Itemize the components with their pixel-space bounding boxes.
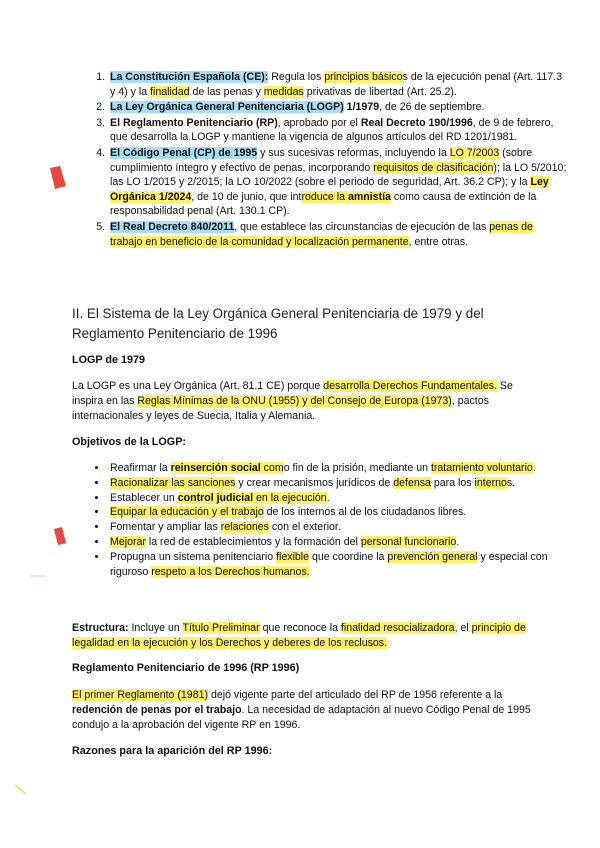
- text-run: penas de trabajo en beneficio de la comunidad y localización permanente: [110, 220, 533, 248]
- text-run: Estructura:: [72, 622, 129, 634]
- text-run: reinserción social: [170, 462, 261, 474]
- list-item: [108, 535, 570, 550]
- text-run: roduce la: [301, 190, 348, 203]
- text-run: Establecer un: [110, 491, 178, 504]
- rp-paragraph: [72, 688, 534, 733]
- list-item: [108, 100, 568, 115]
- text-run: privativas de libertad (Art. 25.2).: [303, 85, 457, 98]
- text-run: desarrolla Derechos Fundamentales.: [323, 380, 497, 392]
- text-run: , el: [454, 622, 472, 634]
- text-run: prevención general: [387, 550, 478, 563]
- text-run: s.: [506, 476, 516, 489]
- text-run: .: [326, 491, 330, 504]
- text-run: interno: [474, 476, 507, 489]
- text-run: finalidad: [150, 85, 190, 98]
- text-run: principios básico: [324, 71, 403, 83]
- text-run: Reglas Mínimas de la ONU (1955) y del Consejo de Europa (1973): [137, 395, 452, 407]
- text-run: Equipar la educación y el trabajo: [110, 506, 264, 519]
- text-run: Título Preliminar: [182, 622, 260, 634]
- list-item: [108, 491, 570, 506]
- text-run: de los internos al de los ciudadanos libres.: [263, 506, 467, 519]
- text-run: en la ejecución: [253, 491, 327, 504]
- list-item: [108, 520, 570, 535]
- text-run: , que establece las circunstancias de ejecución de las: [234, 220, 490, 233]
- text-run: que coordine la: [309, 550, 388, 563]
- text-run: ); la LO 5/2010; las LO 1/2015 y 2/2015; la LO 10/2022 (sobre el periodo de seguridad, Art. 36.2 CP); y la: [110, 161, 567, 189]
- text-run: Regula los: [268, 71, 325, 83]
- legal-sources-list: [72, 70, 568, 250]
- section-title: II. El Sistema de la Ley Orgánica General Penitenciaria de 1979 y del Reglamento Penitenciario de 1996: [72, 306, 484, 341]
- text-run: amnistía: [347, 190, 391, 203]
- list-item: [108, 220, 568, 249]
- text-run: para los: [430, 476, 475, 489]
- text-run: Se inspira en las: [72, 380, 513, 407]
- list-item: [108, 550, 570, 580]
- list-item: [108, 146, 568, 219]
- logp-heading: LOGP de 1979: [72, 354, 146, 366]
- pencil-stroke-mark: [12, 782, 32, 800]
- text-run: Fomentar y ampliar las: [110, 521, 221, 534]
- text-run: relaciones: [220, 521, 269, 534]
- logp-paragraph: [72, 379, 534, 424]
- text-run: .: [456, 535, 460, 548]
- list-item: [108, 461, 570, 476]
- text-run: La Ley Orgánica General Penitenciaria (LOGP): [110, 101, 344, 114]
- text-run: respeto a los Derechos humanos.: [151, 565, 310, 578]
- objectives-heading: Objetivos de la LOGP:: [72, 436, 186, 448]
- text-run: , pactos internacionales y leyes de Suecia, Italia y Alemania.: [72, 395, 489, 422]
- text-run: Real Decreto 190/1996: [360, 116, 473, 129]
- list-item: [108, 505, 570, 520]
- text-run: dejó vigente parte del articulado del RP de 1956 referente a la: [208, 689, 503, 701]
- text-run: La LOGP es una Ley Orgánica (Art. 81.1 CE) porque: [72, 380, 324, 392]
- text-run: Ley Orgánica 1/2024: [110, 176, 549, 203]
- text-run: principio de legalidad en la ejecución y los Derechos y deberes de los reclusos.: [72, 622, 526, 649]
- text-run: Propugna un sistema penitenciario: [110, 550, 277, 563]
- text-run: flexible: [276, 550, 310, 563]
- text-run: LO 7/2003: [449, 146, 500, 159]
- text-run: Racionalizar las sanciones: [110, 476, 236, 489]
- text-run: , aprobado por el: [277, 116, 361, 129]
- faint-margin-line: [30, 574, 50, 578]
- text-run: Incluye un: [128, 622, 183, 634]
- text-run: con el exterior.: [268, 521, 341, 534]
- text-run: , entre otras.: [408, 235, 469, 248]
- text-run: defensa: [393, 476, 431, 489]
- list-item: [108, 70, 568, 99]
- text-run: .: [532, 462, 536, 474]
- rp-heading: Reglamento Penitenciario de 1996 (RP 1996): [72, 662, 300, 674]
- text-run: com: [260, 462, 284, 474]
- text-run: y crear mecanismos jurídicos de: [235, 476, 394, 489]
- text-run: como causa de extinción de la responsabilidad penal (Art. 130.1 CP).: [110, 190, 537, 218]
- text-run: o fin de la prisión, mediante un: [283, 462, 431, 474]
- text-run: y sus sucesivas reformas, incluyendo la: [257, 146, 450, 159]
- text-run: , de 26 de septiembre.: [379, 101, 485, 114]
- text-run: El primer Reglamento (1981): [72, 689, 209, 701]
- text-run: personal funcionario: [360, 535, 457, 548]
- reasons-heading: Razones para la aparición del RP 1996:: [72, 745, 273, 757]
- text-run: La Constitución Española (CE):: [110, 71, 269, 83]
- margin-mark-top: [44, 166, 72, 192]
- structure-paragraph: [72, 621, 534, 651]
- text-run: 1/1979: [343, 101, 380, 114]
- text-run: medidas: [263, 85, 304, 98]
- text-run: s de la ejecución penal (Art. 117.3 y 4) y la: [110, 71, 563, 98]
- text-run: Mejorar: [110, 535, 146, 548]
- text-run: El Reglamento Penitenciario (RP): [110, 116, 278, 129]
- text-run: Reafirmar la: [110, 462, 171, 474]
- text-run: requisitos de clasificación: [373, 161, 494, 174]
- text-run: El Código Penal (CP) de 1995: [110, 146, 258, 159]
- text-run: (sobre cumplimiento íntegro y efectivo de penas, incorporando: [110, 146, 533, 174]
- text-run: control judicial: [177, 491, 254, 504]
- list-item: [108, 476, 570, 491]
- margin-mark-middle: [50, 525, 72, 549]
- text-run: que reconoce la: [259, 622, 341, 634]
- text-run: . La necesidad de adaptación al nuevo Código Penal de 1995 condujo a la aprobación del vigente RP en 1996.: [72, 704, 531, 731]
- text-run: y especial con riguroso: [110, 550, 548, 578]
- text-run: , de 9 de febrero, que desarrolla la LOGP y mantiene la vigencia de algunos artículos del RD 1201/1981.: [110, 116, 554, 144]
- text-run: finalidad resocializadora: [340, 622, 455, 634]
- text-run: la red de establecimientos y la formación del: [145, 535, 361, 548]
- text-run: El Real Decreto 840/2011: [110, 220, 235, 233]
- text-run: tratamiento voluntario: [430, 462, 533, 474]
- text-run: redención de penas por el trabajo: [72, 704, 242, 716]
- objectives-list: [72, 461, 570, 579]
- text-run: , de 10 de junio, que int: [191, 190, 302, 203]
- list-item: [108, 116, 568, 145]
- text-run: de las penas y: [189, 85, 264, 98]
